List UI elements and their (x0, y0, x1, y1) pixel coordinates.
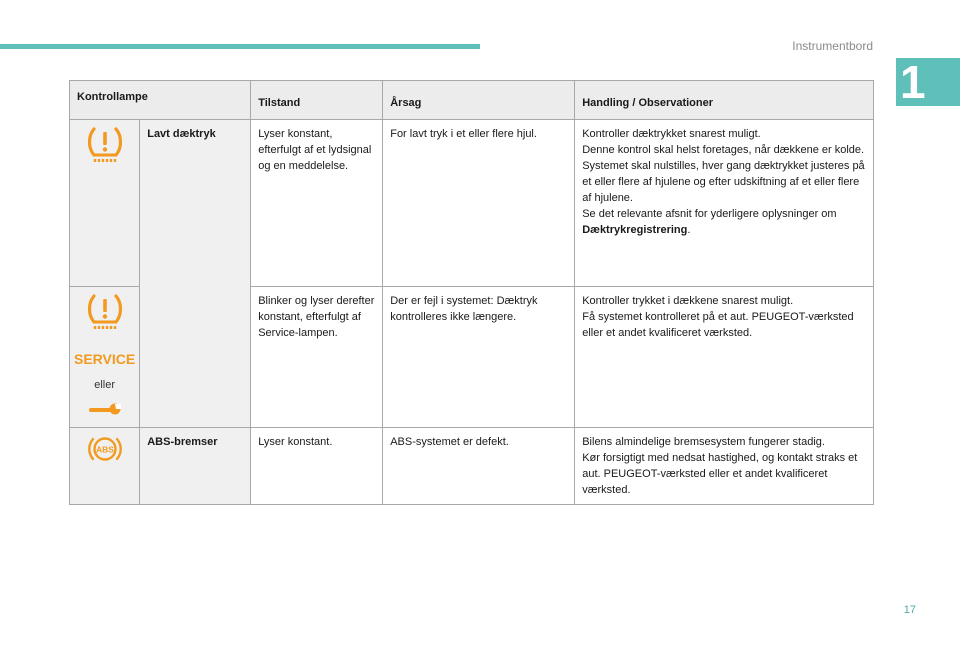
action-line (582, 206, 866, 238)
header-handling: Handling / Observationer (575, 81, 874, 120)
cause-cell: For lavt tryk i et eller flere hjul. (383, 120, 575, 287)
wrench-icon (88, 401, 122, 417)
header-tilstand: Tilstand (251, 81, 383, 120)
action-line: Kør forsigtigt med nedsat hastighed, og kontakt straks et aut. PEUGEOT-værksted eller et andet kvalificeret værksted. (582, 452, 858, 496)
table-row (70, 120, 874, 287)
chapter-number: 1 (900, 56, 926, 108)
reference-link: Dæktrykregistrering (582, 224, 688, 236)
warning-lamp-table (69, 80, 874, 505)
lamp-name-abs: ABS-bremser (140, 428, 251, 505)
action-cell (575, 428, 874, 505)
cause-cell: Der er fejl i systemet: Dæktryk kontrolleres ikke længere. (383, 287, 575, 428)
lamp-icon-cell (70, 287, 140, 428)
lamp-icon-cell (70, 428, 140, 505)
chapter-tab (896, 58, 960, 106)
action-line: Kontroller dæktrykket snarest muligt. (582, 128, 761, 140)
svg-text:ABS: ABS (95, 444, 114, 455)
state-cell: Blinker og lyser derefter konstant, efterfulgt af Service-lampen. (251, 287, 383, 428)
header-accent-bar (0, 44, 480, 49)
header-kontrollampe: Kontrollampe (70, 81, 251, 120)
lamp-name-tyre: Lavt dæktryk (140, 120, 251, 428)
page-number: 17 (903, 604, 916, 616)
tyre-pressure-icon (85, 293, 125, 331)
abs-icon (86, 434, 124, 464)
cause-cell: ABS-systemet er defekt. (383, 428, 575, 505)
state-cell: Lyser konstant. (251, 428, 383, 505)
action-text: Se det relevante afsnit for yderligere oplysninger om (582, 208, 837, 220)
action-cell (575, 120, 874, 287)
section-title: Instrumentbord (792, 39, 873, 53)
header-arsag: Årsag (383, 81, 575, 120)
service-lamp-label: SERVICE (74, 351, 136, 367)
tyre-pressure-icon (85, 126, 125, 164)
lamp-icon-cell (70, 120, 140, 287)
action-cell (575, 287, 874, 428)
table-row (70, 428, 874, 505)
action-line: Bilens almindelige bremsesystem fungerer stadig. (582, 436, 825, 448)
action-line: Kontroller trykket i dækkene snarest muligt. (582, 295, 794, 307)
action-line: Få systemet kontrolleret på et aut. PEUGEOT-værksted eller et andet kvalificeret værksted. (582, 311, 854, 339)
state-cell: Lyser konstant, efterfulgt af et lydsignal og en meddelelse. (251, 120, 383, 287)
action-line: Systemet skal nulstilles, hver gang dæktrykket justeres på et eller flere af hjulene og efter udskiftning af et eller flere af hjulene. (582, 160, 865, 204)
table-header-row (70, 81, 874, 120)
action-line: Denne kontrol skal helst foretages, når dækkene er kolde. (582, 144, 865, 156)
or-label: eller (94, 379, 115, 391)
action-end: . (687, 224, 691, 236)
